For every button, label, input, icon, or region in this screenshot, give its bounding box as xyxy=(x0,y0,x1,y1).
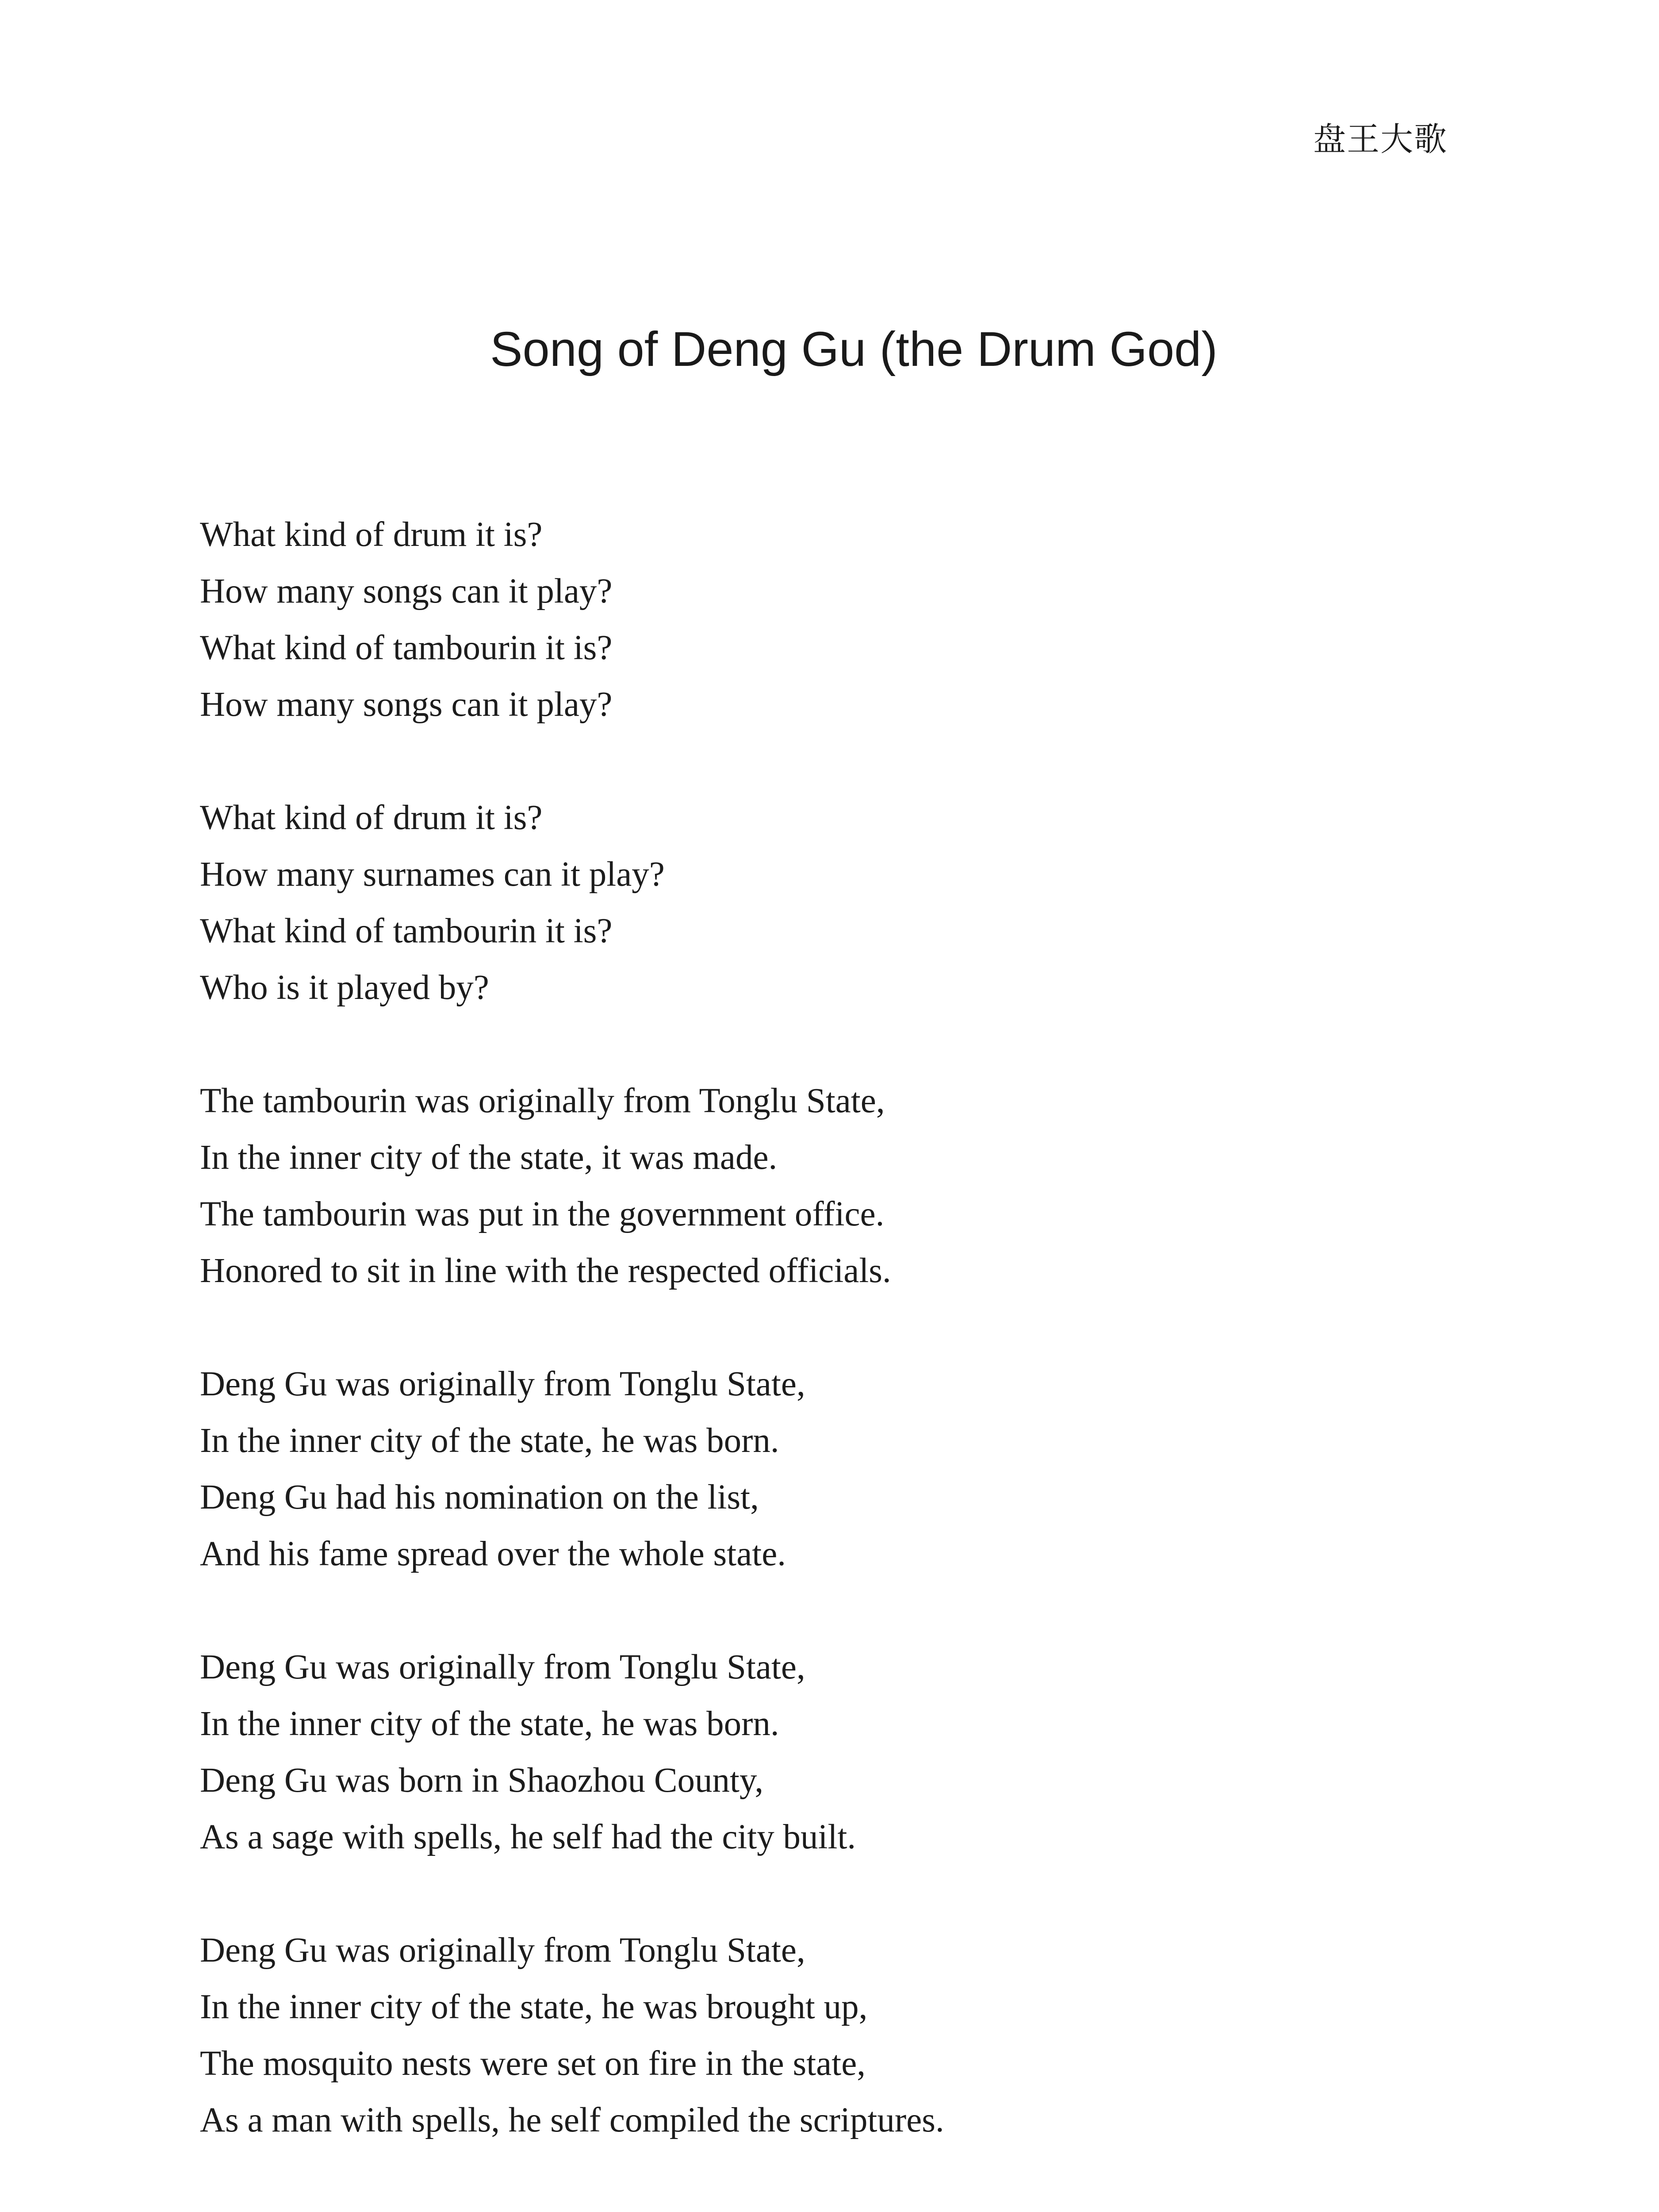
poem-line: In the inner city of the state, he was brought up, xyxy=(200,1988,868,2026)
page-title: Song of Deng Gu (the Drum God) xyxy=(490,322,1218,376)
poem-line: In the inner city of the state, it was made. xyxy=(200,1138,778,1177)
stanza-6 xyxy=(200,1922,944,2149)
stanza-3 xyxy=(200,1073,944,1299)
poem-line: Deng Gu had his nomination on the list, xyxy=(200,1478,759,1517)
poem-line: As a man with spells, he self compiled the scriptures. xyxy=(200,2101,944,2139)
poem-line: How many surnames can it play? xyxy=(200,855,665,894)
stanza-5 xyxy=(200,1639,944,1866)
stanza-4 xyxy=(200,1356,944,1582)
poem-body xyxy=(200,507,944,2149)
poem-line: What kind of tambourin it is? xyxy=(200,912,613,950)
running-header: 盘王大歌 xyxy=(1313,120,1448,158)
poem-line: Deng Gu was originally from Tonglu State, xyxy=(200,1365,805,1403)
stanza-2 xyxy=(200,790,944,1016)
poem-line: How many songs can it play? xyxy=(200,685,613,724)
poem-line: As a sage with spells, he self had the city built. xyxy=(200,1818,856,1856)
poem-line: What kind of tambourin it is? xyxy=(200,629,613,667)
poem-line: Who is it played by? xyxy=(200,968,489,1007)
stanza-1 xyxy=(200,507,944,733)
poem-line: In the inner city of the state, he was born. xyxy=(200,1421,779,1460)
poem-line: How many songs can it play? xyxy=(200,572,613,611)
poem-line: What kind of drum it is? xyxy=(200,799,543,837)
poem-line: What kind of drum it is? xyxy=(200,515,543,554)
poem-line: Honored to sit in line with the respected officials. xyxy=(200,1252,891,1290)
poem-line: And his fame spread over the whole state. xyxy=(200,1535,786,1573)
poem-line: The mosquito nests were set on fire in the state, xyxy=(200,2044,866,2083)
poem-line: Deng Gu was originally from Tonglu State, xyxy=(200,1931,805,1970)
poem-line: The tambourin was originally from Tonglu State, xyxy=(200,1082,885,1120)
poem-line: The tambourin was put in the government office. xyxy=(200,1195,885,1233)
poem-line: In the inner city of the state, he was born. xyxy=(200,1705,779,1743)
poem-line: Deng Gu was originally from Tonglu State, xyxy=(200,1648,805,1686)
poem-line: Deng Gu was born in Shaozhou County, xyxy=(200,1761,764,1800)
